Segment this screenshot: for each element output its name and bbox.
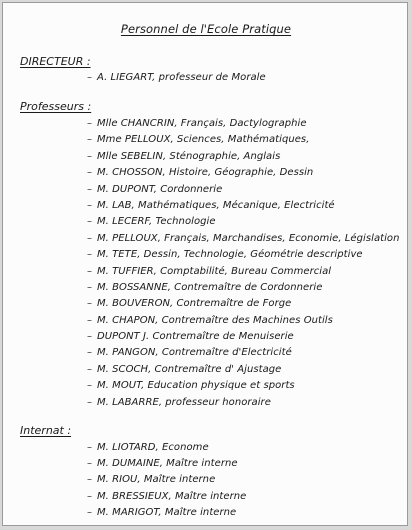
list-item: – M. PANGON, Contremaître d'Electricité [87, 347, 292, 358]
list-item: – M. SCOCH, Contremaître d' Ajustage [87, 364, 282, 375]
list-item: – M. BOUVERON, Contremaître de Forge [87, 298, 292, 309]
section-heading-professeurs: Professeurs : [20, 100, 92, 113]
list-item: – M. TETE, Dessin, Technologie, Géométrie descriptive [87, 249, 363, 260]
section-heading-internat: Internat : [20, 424, 72, 437]
list-item: – A. LIEGART, professeur de Morale [87, 72, 266, 83]
list-item: – M. MOUT, Education physique et sports [87, 380, 295, 391]
list-item: – Mme PELLOUX, Sciences, Mathématiques, [87, 134, 310, 145]
list-item: – M. MARIGOT, Maître interne [87, 507, 237, 518]
list-item: – M. RIOU, Maître interne [87, 474, 216, 485]
page-title: Personnel de l'Ecole Pratique [120, 22, 292, 36]
document-page [2, 2, 408, 526]
list-item: – Mlle CHANCRIN, Français, Dactylographie [87, 118, 307, 129]
list-item: – M. BOSSANNE, Contremaître de Cordonnerie [87, 282, 323, 293]
section-heading-directeur: DIRECTEUR : [20, 55, 91, 68]
list-item: – M. LIOTARD, Econome [87, 442, 209, 453]
list-item: – M. BRESSIEUX, Maître interne [87, 491, 247, 502]
list-item: – DUPONT J. Contremaître de Menuiserie [87, 331, 294, 342]
list-item: – Mlle SEBELIN, Sténographie, Anglais [87, 151, 281, 162]
list-item: – M. CHAPON, Contremaître des Machines Outils [87, 315, 333, 326]
list-item: – M. CHOSSON, Histoire, Géographie, Dessin [87, 167, 314, 178]
list-item: – M. DUPONT, Cordonnerie [87, 184, 223, 195]
list-item: – M. TUFFIER, Comptabilité, Bureau Commercial [87, 266, 332, 277]
list-item: – M. LABARRE, professeur honoraire [87, 397, 271, 408]
list-item: – M. DUMAINE, Maître interne [87, 458, 238, 469]
list-item: – M. LECERF, Technologie [87, 216, 216, 227]
list-item: – M. LAB, Mathématiques, Mécanique, Electricité [87, 200, 335, 211]
list-item: – M. PELLOUX, Français, Marchandises, Economie, Législation [87, 233, 400, 244]
